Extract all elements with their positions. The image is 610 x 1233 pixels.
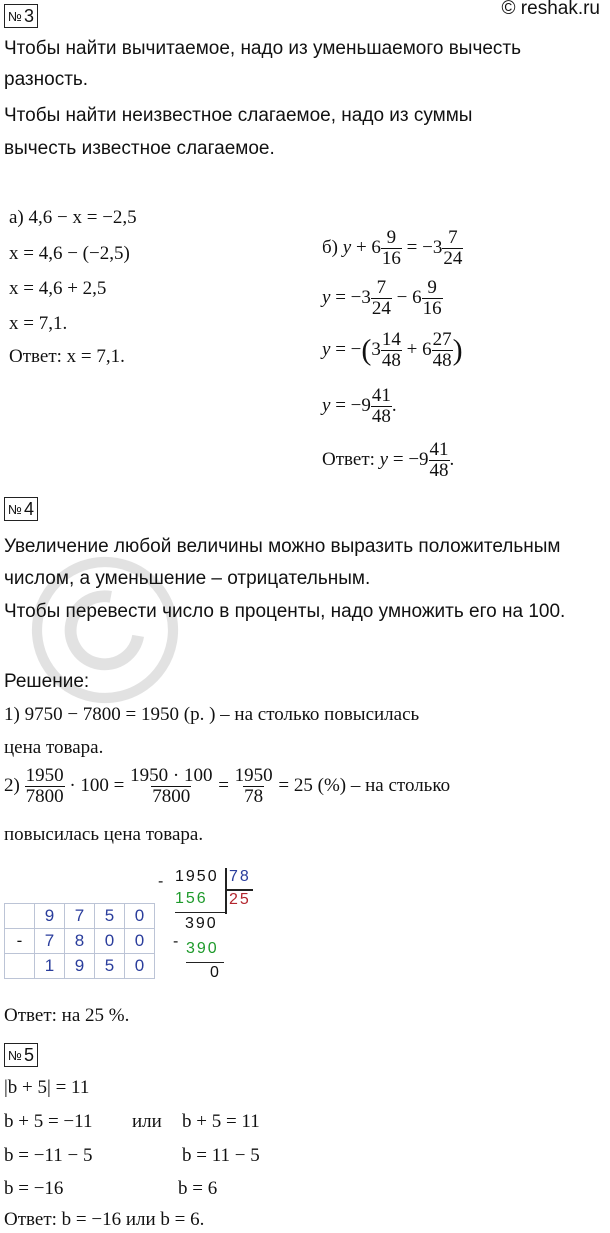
problem-number: 3 [23,5,34,26]
part-b-line-1: б) y + 6 $\frac{9}{16}$ = −3 $\frac{7}{24}$ [322,227,463,269]
table-cell: 7 [65,904,95,929]
p5-equation: |b + 5| = 11 [4,1077,90,1098]
table-cell: 1 [35,954,65,979]
remainder-1: 390 [185,915,218,932]
number-sign: № [8,501,22,517]
part-a-line-3: x = 4,6 + 2,5 [9,278,107,299]
rule1-line2: разность. [4,69,89,90]
subtrahend-1: 156 [175,890,208,907]
quotient: 25 [229,891,251,908]
p5-left-2: b = −11 − 5 [4,1145,93,1166]
table-cell: 9 [35,904,65,929]
p4-line1: Увеличение любой величины можно выразить положительным [4,536,561,557]
p4-line2: числом, а уменьшение – отрицательным. [4,568,371,589]
table-cell: 0 [125,929,155,954]
subtrahend-2: 390 [186,940,219,957]
p5-answer: Ответ: b = −16 или b = 6. [4,1209,205,1230]
part-a-line-4: x = 7,1. [9,313,68,334]
table-cell: 8 [65,929,95,954]
step1-line2: цена товара. [4,737,104,758]
table-cell: 0 [125,954,155,979]
source-label: © reshak.ru [501,0,600,19]
p5-left-3: b = −16 [4,1178,64,1199]
table-cell: 0 [95,929,125,954]
table-cell [5,954,35,979]
step2-line1: 2) $\frac{1950}{7800}$ · 100 = $\frac{1950 \cdot 100}{7800}$ = $\frac{1950}{78}$ = 25 (%) – на столько [4,765,451,807]
p4-answer: Ответ: на 25 %. [4,1005,130,1026]
part-b-answer: Ответ: y = −9 $\frac{41}{48}$ . [322,439,455,481]
table-cell: 9 [65,954,95,979]
division-line-1 [175,912,225,913]
p5-left-1: b + 5 = −11 [4,1111,93,1132]
number-sign: № [8,1047,22,1063]
problem-5-badge [4,1043,38,1067]
rule2-line2: вычесть известное слагаемое. [4,138,275,159]
number-sign: № [8,8,22,24]
p4-line3: Чтобы перевести число в проценты, надо умножить его на 100. [4,601,566,622]
rule2-line1: Чтобы найти неизвестное слагаемое, надо из суммы [4,105,473,126]
final-remainder: 0 [210,964,221,981]
problem-4-badge [4,497,38,521]
part-b-line-4: y = −9 $\frac{41}{48}$ . [322,385,397,427]
problem-3-badge [4,4,38,28]
part-b-line-2: y = −3 $\frac{7}{24}$ − 6 $\frac{9}{16}$ [322,277,442,319]
table-cell: 0 [125,904,155,929]
division-line-2 [186,962,224,963]
division-quotient-line [225,889,253,891]
table-cell: 5 [95,954,125,979]
part-a-line-1: а) 4,6 − x = −2,5 [9,207,137,228]
table-cell: 5 [95,904,125,929]
p5-right-3: b = 6 [178,1178,218,1199]
dividend: 1950 [175,868,219,885]
part-a-answer: Ответ: x = 7,1. [9,346,125,367]
p5-right-2: b = 11 − 5 [182,1145,260,1166]
subtraction-table [4,903,155,979]
problem-number: 5 [23,1044,34,1065]
table-cell: 7 [35,929,65,954]
table-cell [5,904,35,929]
solution-label: Решение: [4,671,90,692]
rule1-line1: Чтобы найти вычитаемое, надо из уменьшаемого вычесть [4,38,522,59]
part-a-line-2: x = 4,6 − (−2,5) [9,243,130,264]
division-vertical-line [225,868,227,914]
part-b-line-3: y = −(3 $\frac{14}{48}$ + 6 $\frac{27}{48}$ ) [322,329,463,371]
p5-right-1: b + 5 = 11 [182,1111,260,1132]
p5-or: или [132,1111,162,1132]
division-minus-2: - [173,933,181,950]
minus-sign: - [5,929,35,954]
divisor: 78 [229,868,251,885]
step2-line2: повысилась цена товара. [4,824,204,845]
step1-line1: 1) 9750 − 7800 = 1950 (р. ) – на столько повысилась [4,704,420,725]
division-minus-1: - [158,873,166,890]
problem-number: 4 [23,498,34,519]
